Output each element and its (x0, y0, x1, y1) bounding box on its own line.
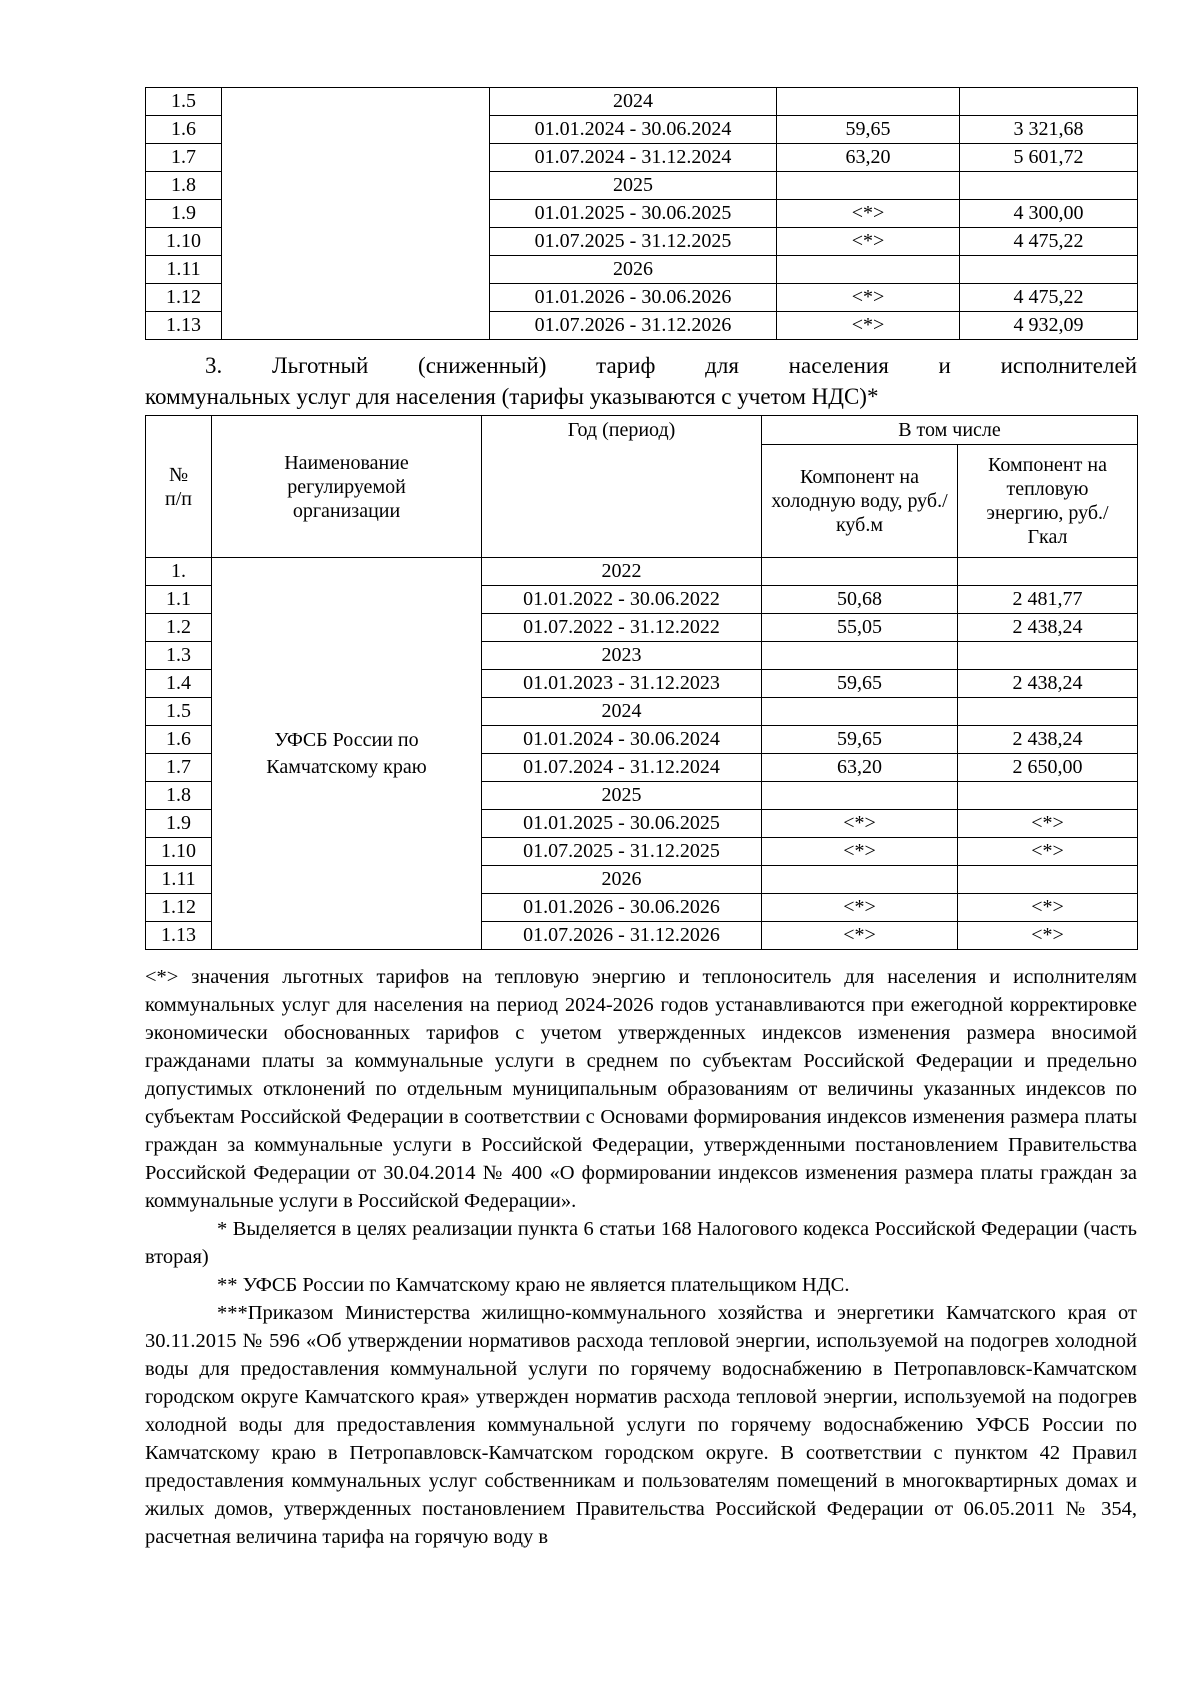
water-component-cell: 59,65 (777, 116, 960, 144)
water-component-cell (777, 172, 960, 200)
row-number: 1.9 (146, 810, 212, 838)
period-cell: 2024 (490, 88, 777, 116)
row-number: 1.7 (146, 144, 222, 172)
period-cell: 01.07.2024 - 31.12.2024 (482, 754, 762, 782)
period-cell: 01.01.2026 - 30.06.2026 (490, 284, 777, 312)
row-number: 1.6 (146, 116, 222, 144)
period-cell: 01.01.2024 - 30.06.2024 (482, 726, 762, 754)
water-component-cell: <*> (777, 284, 960, 312)
footnote-asterisk-brackets: <*> значения льготных тарифов на тепловую энергию и теплоноситель для населения и исполнителям коммунальных услуг для населения на период 2024-2026 годов устанавливаются при ежегодной корректировке экономически обоснованных тарифов с учетом утвержденных индексов изменения размера вносимой гражданами платы за коммунальные услуги в среднем по субъектам Российской Федерации и предельно допустимых отклонений по отдельным муниципальным образованиям от величины указанных индексов по субъектам Российской Федерации в соответствии с Основами формирования индексов изменения размера платы граждан за коммунальные услуги в Российской Федерации, утвержденными постановлением Правительства Российской Федерации от 30.04.2014 № 400 «О формировании индексов изменения размера платы граждан за коммунальные услуги в Российской Федерации». (145, 966, 1137, 1212)
period-cell: 2022 (482, 558, 762, 586)
water-component-cell: 63,20 (777, 144, 960, 172)
water-component-cell: <*> (762, 894, 958, 922)
water-component-cell: 63,20 (762, 754, 958, 782)
row-number: 1.13 (146, 312, 222, 340)
header-water-component: Компонент на холодную воду, руб./куб.м (762, 445, 958, 558)
footnotes (145, 963, 1137, 1551)
row-number: 1.3 (146, 642, 212, 670)
water-component-cell: 59,65 (762, 670, 958, 698)
period-cell: 2026 (482, 866, 762, 894)
heat-component-cell (958, 698, 1138, 726)
heading-line-2: коммунальных услуг для населения (тарифы указываются с учетом НДС)* (145, 384, 879, 409)
period-cell: 2025 (490, 172, 777, 200)
heat-component-cell: 2 438,24 (958, 726, 1138, 754)
period-cell: 01.07.2026 - 31.12.2026 (482, 922, 762, 950)
heat-component-cell: 4 932,09 (960, 312, 1138, 340)
water-component-cell (777, 256, 960, 284)
header-number: № п/п (146, 416, 212, 558)
water-component-cell: <*> (762, 838, 958, 866)
water-component-cell (762, 558, 958, 586)
organization-cell (222, 88, 490, 340)
water-component-cell: 55,05 (762, 614, 958, 642)
period-cell: 2026 (490, 256, 777, 284)
header-organization: Наименование регулируемой организации (212, 416, 482, 558)
water-component-cell: <*> (762, 810, 958, 838)
row-number: 1.1 (146, 586, 212, 614)
period-cell: 01.01.2025 - 30.06.2025 (490, 200, 777, 228)
tariff-table-continued (145, 87, 1138, 340)
heat-component-cell: <*> (958, 922, 1138, 950)
heat-component-cell: 5 601,72 (960, 144, 1138, 172)
row-number: 1.10 (146, 228, 222, 256)
row-number: 1.2 (146, 614, 212, 642)
water-component-cell (762, 782, 958, 810)
row-number: 1.4 (146, 670, 212, 698)
heat-component-cell (958, 782, 1138, 810)
period-cell: 2025 (482, 782, 762, 810)
heat-component-cell: 2 481,77 (958, 586, 1138, 614)
water-component-cell: 50,68 (762, 586, 958, 614)
period-cell: 01.01.2025 - 30.06.2025 (482, 810, 762, 838)
footnote-3: ***Приказом Министерства жилищно-коммунального хозяйства и энергетики Камчатского края от 30.11.2015 № 596 «Об утверждении нормативов расхода тепловой энергии, используемой на подогрев холодной воды для предоставления коммунальной услуги по горячему водоснабжению в Петропавловск-Камчатском городском округе Камчатского края» утвержден норматив расхода тепловой энергии, используемой на подогрев холодной воды для предоставления коммунальной услуги по горячему водоснабжению УФСБ России по Камчатскому краю в Петропавловск-Камчатском городском округе. В соответствии с пунктом 42 Правил предоставления коммунальных услуг собственникам и пользователям помещений в многоквартирных домах и жилых домов, утвержденных постановлением Правительства Российской Федерации от 06.05.2011 № 354, расчетная величина тарифа на горячую воду в (145, 1302, 1137, 1548)
period-cell: 01.01.2023 - 31.12.2023 (482, 670, 762, 698)
heat-component-cell (960, 88, 1138, 116)
water-component-cell: <*> (777, 200, 960, 228)
organization-name: УФСБ России по Камчатскому краю (212, 558, 482, 950)
row-number: 1.6 (146, 726, 212, 754)
period-cell: 01.01.2022 - 30.06.2022 (482, 586, 762, 614)
heat-component-cell (958, 558, 1138, 586)
heat-component-cell: 2 650,00 (958, 754, 1138, 782)
header-heat-component: Компонент на тепловую энергию, руб./Гкал (958, 445, 1138, 558)
period-cell: 01.07.2026 - 31.12.2026 (490, 312, 777, 340)
row-number: 1.11 (146, 866, 212, 894)
heat-component-cell: 2 438,24 (958, 670, 1138, 698)
heat-component-cell (960, 172, 1138, 200)
row-number: 1.10 (146, 838, 212, 866)
water-component-cell: 59,65 (762, 726, 958, 754)
row-number: 1.12 (146, 894, 212, 922)
row-number: 1.5 (146, 698, 212, 726)
row-number: 1.9 (146, 200, 222, 228)
header-including: В том числе (762, 416, 1138, 445)
section-3-heading (145, 350, 1137, 412)
table-row (146, 558, 1138, 586)
period-cell: 01.07.2025 - 31.12.2025 (490, 228, 777, 256)
footnote-1: * Выделяется в целях реализации пункта 6 статьи 168 Налогового кодекса Российской Федерации (часть вторая) (145, 1218, 1137, 1268)
heat-component-cell: 2 438,24 (958, 614, 1138, 642)
period-cell: 2024 (482, 698, 762, 726)
row-number: 1.12 (146, 284, 222, 312)
preferential-tariff-table (145, 415, 1138, 950)
water-component-cell: <*> (777, 228, 960, 256)
heat-component-cell (958, 866, 1138, 894)
heat-component-cell: <*> (958, 810, 1138, 838)
row-number: 1.8 (146, 172, 222, 200)
period-cell: 2023 (482, 642, 762, 670)
water-component-cell (762, 642, 958, 670)
water-component-cell: <*> (762, 922, 958, 950)
row-number: 1. (146, 558, 212, 586)
water-component-cell (762, 698, 958, 726)
heat-component-cell: 4 475,22 (960, 228, 1138, 256)
period-cell: 01.07.2025 - 31.12.2025 (482, 838, 762, 866)
row-number: 1.13 (146, 922, 212, 950)
heat-component-cell: <*> (958, 838, 1138, 866)
water-component-cell (777, 88, 960, 116)
row-number: 1.11 (146, 256, 222, 284)
heat-component-cell (958, 642, 1138, 670)
water-component-cell (762, 866, 958, 894)
heat-component-cell: 4 475,22 (960, 284, 1138, 312)
footnote-2: ** УФСБ России по Камчатскому краю не является плательщиком НДС. (217, 1274, 850, 1296)
water-component-cell: <*> (777, 312, 960, 340)
heat-component-cell (960, 256, 1138, 284)
period-cell: 01.07.2022 - 31.12.2022 (482, 614, 762, 642)
period-cell: 01.07.2024 - 31.12.2024 (490, 144, 777, 172)
header-period: Год (период) (482, 416, 762, 558)
period-cell: 01.01.2026 - 30.06.2026 (482, 894, 762, 922)
row-number: 1.7 (146, 754, 212, 782)
heading-line-1: 3. Льготный (сниженный) тариф для населения и исполнителей (205, 353, 1137, 378)
row-number: 1.8 (146, 782, 212, 810)
heat-component-cell: <*> (958, 894, 1138, 922)
row-number: 1.5 (146, 88, 222, 116)
heat-component-cell: 3 321,68 (960, 116, 1138, 144)
heat-component-cell: 4 300,00 (960, 200, 1138, 228)
table-row (146, 88, 1138, 116)
period-cell: 01.01.2024 - 30.06.2024 (490, 116, 777, 144)
